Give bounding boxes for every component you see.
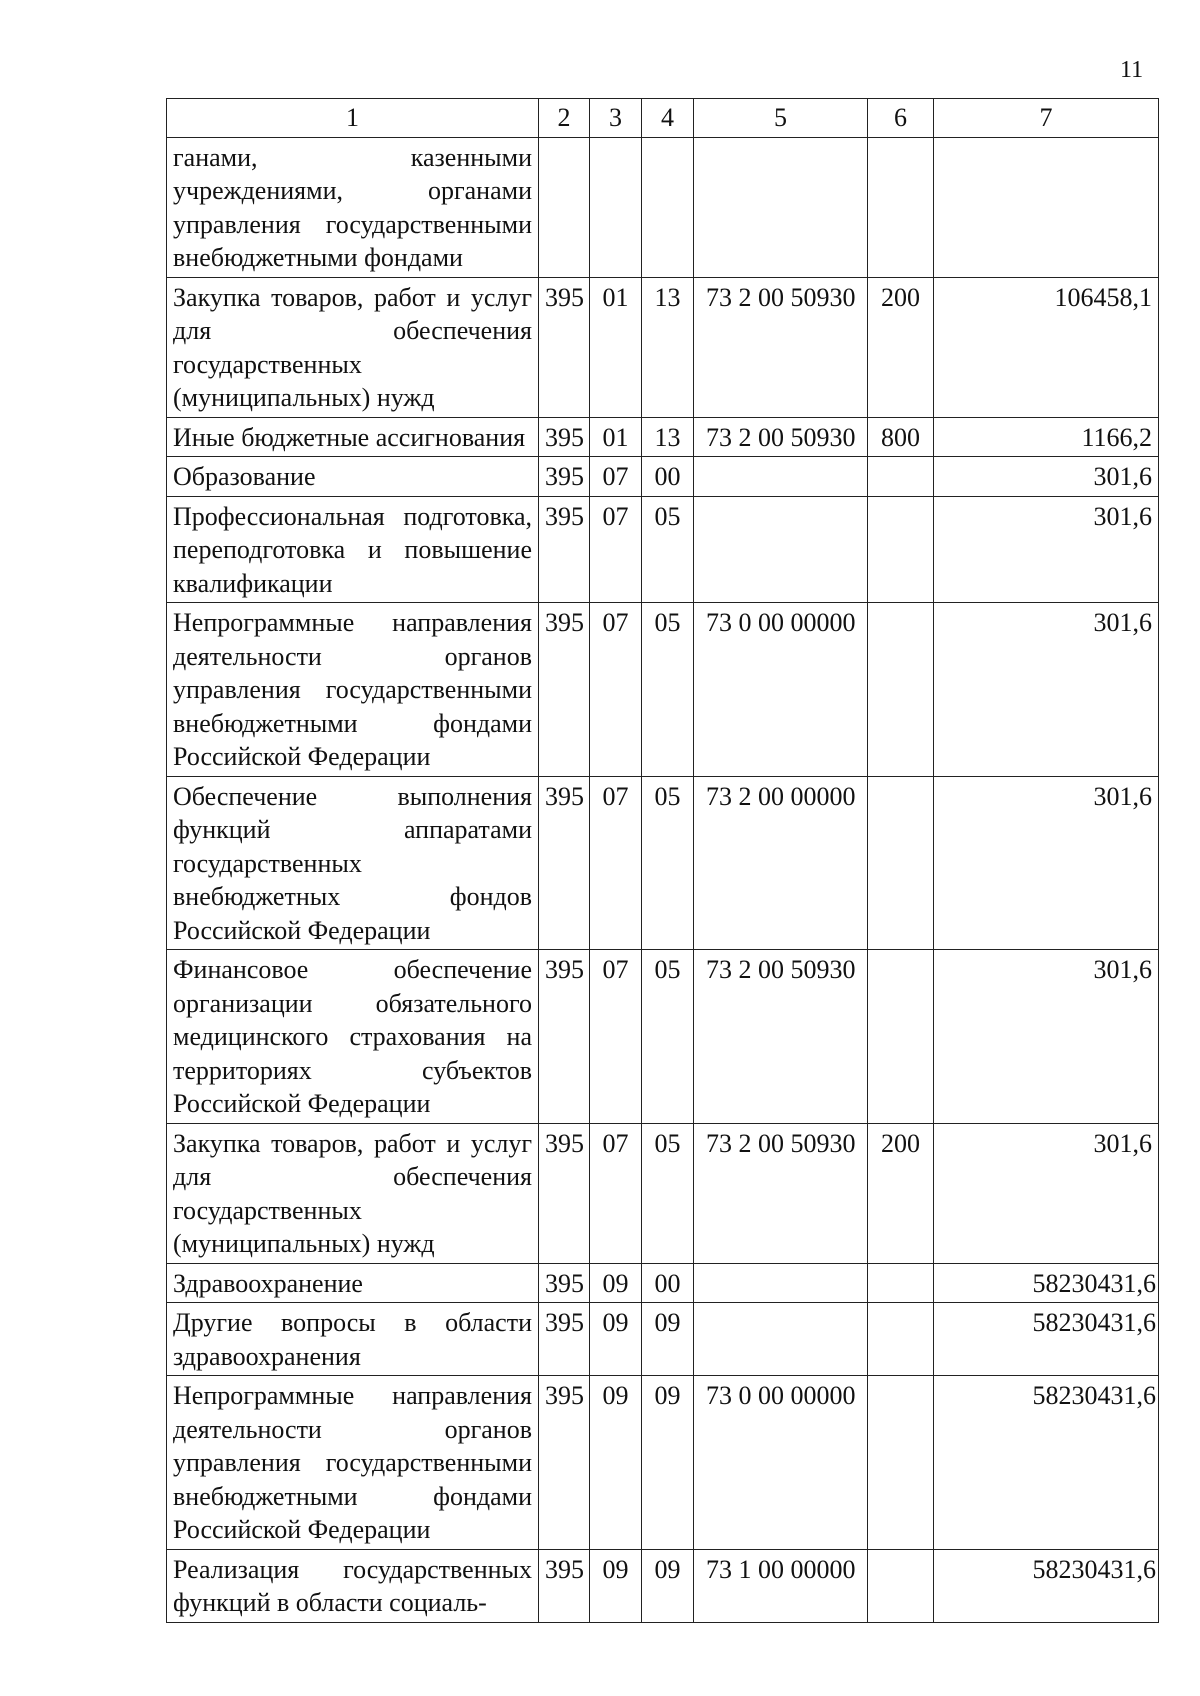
row-subsection: 05 bbox=[642, 1123, 694, 1263]
row-target-article bbox=[694, 496, 868, 603]
row-expense-type bbox=[868, 776, 934, 950]
row-target-article bbox=[694, 137, 868, 277]
row-section: 09 bbox=[590, 1549, 642, 1622]
row-expense-type bbox=[868, 1549, 934, 1622]
row-name: Профессиональная подготовка, переподготовка и повышение квалификации bbox=[167, 496, 539, 603]
row-expense-type bbox=[868, 1376, 934, 1550]
row-admin-code: 395 bbox=[539, 1123, 590, 1263]
row-target-article: 73 2 00 00000 bbox=[694, 776, 868, 950]
row-target-article bbox=[694, 1303, 868, 1376]
row-amount: 301,6 bbox=[934, 776, 1159, 950]
row-amount: 58230431,6 bbox=[934, 1263, 1159, 1303]
table-row bbox=[167, 496, 1159, 603]
header-cell: 7 bbox=[934, 99, 1159, 138]
row-amount: 58230431,6 bbox=[934, 1549, 1159, 1622]
row-admin-code: 395 bbox=[539, 603, 590, 777]
header-cell: 1 bbox=[167, 99, 539, 138]
budget-table bbox=[166, 98, 1159, 1623]
row-name: Обеспечение выполнения функций аппаратами государственных внебюджетных фондов Российской Федерации bbox=[167, 776, 539, 950]
row-expense-type bbox=[868, 137, 934, 277]
row-subsection: 09 bbox=[642, 1549, 694, 1622]
row-amount: 58230431,6 bbox=[934, 1376, 1159, 1550]
row-admin-code: 395 bbox=[539, 277, 590, 417]
row-target-article bbox=[694, 457, 868, 497]
row-subsection: 05 bbox=[642, 603, 694, 777]
row-name: Непрограммные направления деятельности органов управления государственными внебюджетными фондами Российской Федерации bbox=[167, 603, 539, 777]
row-expense-type bbox=[868, 603, 934, 777]
page-number: 11 bbox=[1120, 57, 1144, 83]
header-cell: 6 bbox=[868, 99, 934, 138]
row-admin-code: 395 bbox=[539, 1549, 590, 1622]
row-section: 07 bbox=[590, 776, 642, 950]
row-amount: 1166,2 bbox=[934, 417, 1159, 457]
row-admin-code bbox=[539, 137, 590, 277]
row-name: ганами, казенными учреждениями, органами управления государственными внебюджетными фондами bbox=[167, 137, 539, 277]
table-row bbox=[167, 603, 1159, 777]
row-subsection: 09 bbox=[642, 1376, 694, 1550]
table-row bbox=[167, 1303, 1159, 1376]
row-expense-type: 200 bbox=[868, 277, 934, 417]
row-section bbox=[590, 137, 642, 277]
row-amount: 301,6 bbox=[934, 603, 1159, 777]
row-expense-type bbox=[868, 496, 934, 603]
row-expense-type: 800 bbox=[868, 417, 934, 457]
row-target-article: 73 2 00 50930 bbox=[694, 950, 868, 1124]
table-row bbox=[167, 1263, 1159, 1303]
row-subsection: 00 bbox=[642, 1263, 694, 1303]
header-cell: 3 bbox=[590, 99, 642, 138]
row-amount: 301,6 bbox=[934, 950, 1159, 1124]
row-amount: 301,6 bbox=[934, 1123, 1159, 1263]
row-admin-code: 395 bbox=[539, 1263, 590, 1303]
row-name: Здравоохранение bbox=[167, 1263, 539, 1303]
row-name: Закупка товаров, работ и услуг для обеспечения государственных (муниципальных) нужд bbox=[167, 1123, 539, 1263]
row-target-article: 73 2 00 50930 bbox=[694, 277, 868, 417]
row-name: Непрограммные направления деятельности органов управления государственными внебюджетными фондами Российской Федерации bbox=[167, 1376, 539, 1550]
row-admin-code: 395 bbox=[539, 417, 590, 457]
table-row bbox=[167, 776, 1159, 950]
row-section: 07 bbox=[590, 1123, 642, 1263]
row-amount bbox=[934, 137, 1159, 277]
row-subsection: 05 bbox=[642, 950, 694, 1124]
row-expense-type bbox=[868, 1263, 934, 1303]
row-admin-code: 395 bbox=[539, 950, 590, 1124]
table-row bbox=[167, 1376, 1159, 1550]
row-name: Закупка товаров, работ и услуг для обеспечения государственных (муниципальных) нужд bbox=[167, 277, 539, 417]
row-subsection: 13 bbox=[642, 417, 694, 457]
row-admin-code: 395 bbox=[539, 457, 590, 497]
table-row bbox=[167, 950, 1159, 1124]
row-subsection: 09 bbox=[642, 1303, 694, 1376]
row-target-article: 73 0 00 00000 bbox=[694, 1376, 868, 1550]
row-amount: 106458,1 bbox=[934, 277, 1159, 417]
row-name: Иные бюджетные ассигнования bbox=[167, 417, 539, 457]
row-expense-type: 200 bbox=[868, 1123, 934, 1263]
row-target-article: 73 2 00 50930 bbox=[694, 1123, 868, 1263]
row-name: Финансовое обеспечение организации обязательного медицинского страхования на территориях субъектов Российской Федерации bbox=[167, 950, 539, 1124]
header-cell: 5 bbox=[694, 99, 868, 138]
row-expense-type bbox=[868, 950, 934, 1124]
row-target-article: 73 1 00 00000 bbox=[694, 1549, 868, 1622]
row-amount: 301,6 bbox=[934, 457, 1159, 497]
row-expense-type bbox=[868, 457, 934, 497]
row-subsection bbox=[642, 137, 694, 277]
row-admin-code: 395 bbox=[539, 496, 590, 603]
row-amount: 301,6 bbox=[934, 496, 1159, 603]
row-section: 09 bbox=[590, 1376, 642, 1550]
row-subsection: 00 bbox=[642, 457, 694, 497]
row-admin-code: 395 bbox=[539, 776, 590, 950]
header-cell: 2 bbox=[539, 99, 590, 138]
row-target-article: 73 0 00 00000 bbox=[694, 603, 868, 777]
table-row bbox=[167, 417, 1159, 457]
row-section: 07 bbox=[590, 496, 642, 603]
row-section: 07 bbox=[590, 950, 642, 1124]
row-section: 07 bbox=[590, 457, 642, 497]
table-row bbox=[167, 277, 1159, 417]
table-header-row bbox=[167, 99, 1159, 138]
header-cell: 4 bbox=[642, 99, 694, 138]
row-subsection: 05 bbox=[642, 776, 694, 950]
row-name: Другие вопросы в области здравоохранения bbox=[167, 1303, 539, 1376]
row-amount: 58230431,6 bbox=[934, 1303, 1159, 1376]
table-row bbox=[167, 1549, 1159, 1622]
table-row bbox=[167, 137, 1159, 277]
row-section: 09 bbox=[590, 1303, 642, 1376]
row-section: 09 bbox=[590, 1263, 642, 1303]
row-admin-code: 395 bbox=[539, 1303, 590, 1376]
row-name: Реализация государственных функций в области социаль- bbox=[167, 1549, 539, 1622]
table-row bbox=[167, 1123, 1159, 1263]
row-target-article bbox=[694, 1263, 868, 1303]
row-expense-type bbox=[868, 1303, 934, 1376]
row-section: 01 bbox=[590, 417, 642, 457]
row-subsection: 13 bbox=[642, 277, 694, 417]
row-name: Образование bbox=[167, 457, 539, 497]
row-subsection: 05 bbox=[642, 496, 694, 603]
table-row bbox=[167, 457, 1159, 497]
row-admin-code: 395 bbox=[539, 1376, 590, 1550]
row-target-article: 73 2 00 50930 bbox=[694, 417, 868, 457]
row-section: 01 bbox=[590, 277, 642, 417]
row-section: 07 bbox=[590, 603, 642, 777]
